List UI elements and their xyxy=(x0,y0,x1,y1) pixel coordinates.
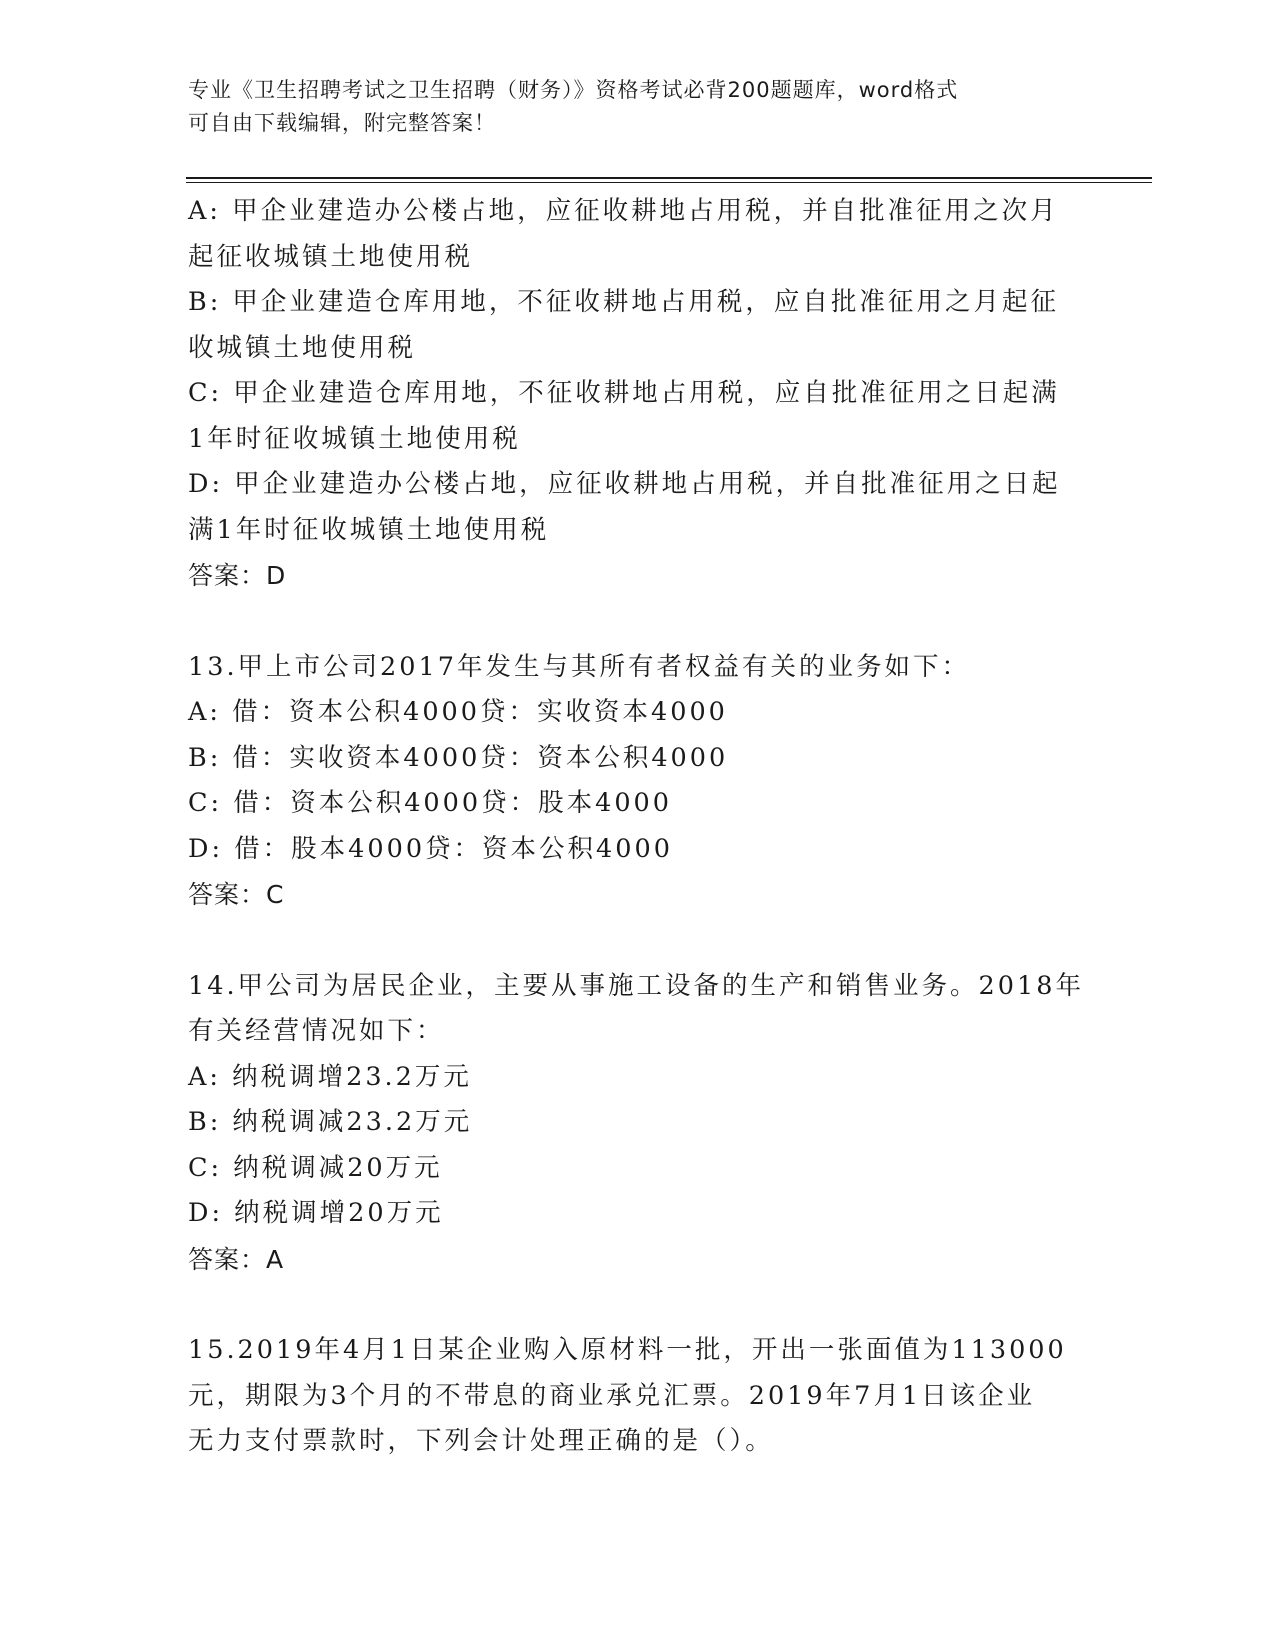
header-divider-thick xyxy=(186,177,1152,179)
q14-stem-line-1: 14.甲公司为居民企业，主要从事施工设备的生产和销售业务。2018年 xyxy=(188,970,1084,1001)
q15-stem-line-2: 元，期限为3个月的不带息的商业承兑汇票。2019年7月1日该企业 xyxy=(188,1380,1036,1411)
q14-option-a: A: 纳税调增23.2万元 xyxy=(188,1061,472,1092)
q14-option-b: B: 纳税调减23.2万元 xyxy=(188,1107,473,1137)
q12-option-d-line-1: D: 甲企业建造办公楼占地，应征收耕地占用税，并自批准征用之日起 xyxy=(188,469,1061,499)
q14-option-c: C: 纳税调减20万元 xyxy=(188,1152,443,1183)
q13-option-d: D: 借：股本4000贷：资本公积4000 xyxy=(188,833,673,864)
q12-option-a-line-2: 起征收城镇土地使用税 xyxy=(188,241,474,272)
spacer xyxy=(188,599,1088,645)
q12-option-a-line-1: A: 甲企业建造办公楼占地，应征收耕地占用税，并自批准征用之次月 xyxy=(188,196,1059,226)
q13-answer: 答案：C xyxy=(188,880,285,909)
question-12 xyxy=(188,189,1088,599)
question-14 xyxy=(188,964,1088,1283)
q15-stem-line-1: 15.2019年4月1日某企业购入原材料一批，开出一张面值为113000 xyxy=(188,1335,1067,1365)
spacer xyxy=(188,1282,1088,1328)
q12-option-c-line-2: 1年时征收城镇土地使用税 xyxy=(188,423,521,454)
q13-option-c: C: 借：资本公积4000贷：股本4000 xyxy=(188,788,672,818)
header-line-2: 可自由下载编辑，附完整答案！ xyxy=(188,111,496,135)
header-line-1: 专业《卫生招聘考试之卫生招聘（财务）》资格考试必背200题题库，word格式 xyxy=(188,78,959,102)
q13-option-b: B: 借：实收资本4000贷：资本公积4000 xyxy=(188,742,729,773)
q15-stem-line-3: 无力支付票款时，下列会计处理正确的是（）。 xyxy=(188,1426,774,1456)
q12-answer: 答案：D xyxy=(188,561,287,590)
question-content xyxy=(188,189,1088,1465)
q14-option-d: D: 纳税调增20万元 xyxy=(188,1198,444,1228)
spacer xyxy=(188,918,1088,964)
document-header xyxy=(188,74,1068,140)
q12-option-b-line-2: 收城镇土地使用税 xyxy=(188,332,417,363)
q13-stem: 13.甲上市公司2017年发生与其所有者权益有关的业务如下： xyxy=(188,651,970,682)
question-13 xyxy=(188,645,1088,918)
q12-option-b-line-1: B: 甲企业建造仓库用地，不征收耕地占用税，应自批准征用之月起征 xyxy=(188,287,1059,317)
question-15 xyxy=(188,1328,1088,1465)
q14-stem-line-2: 有关经营情况如下： xyxy=(188,1016,445,1046)
q14-answer: 答案：A xyxy=(188,1244,285,1274)
header-divider-thin xyxy=(186,182,1152,183)
q12-option-d-line-2: 满1年时征收城镇土地使用税 xyxy=(188,514,550,545)
q12-option-c-line-1: C: 甲企业建造仓库用地，不征收耕地占用税，应自批准征用之日起满 xyxy=(188,378,1060,408)
q13-option-a: A: 借：资本公积4000贷：实收资本4000 xyxy=(188,697,728,727)
